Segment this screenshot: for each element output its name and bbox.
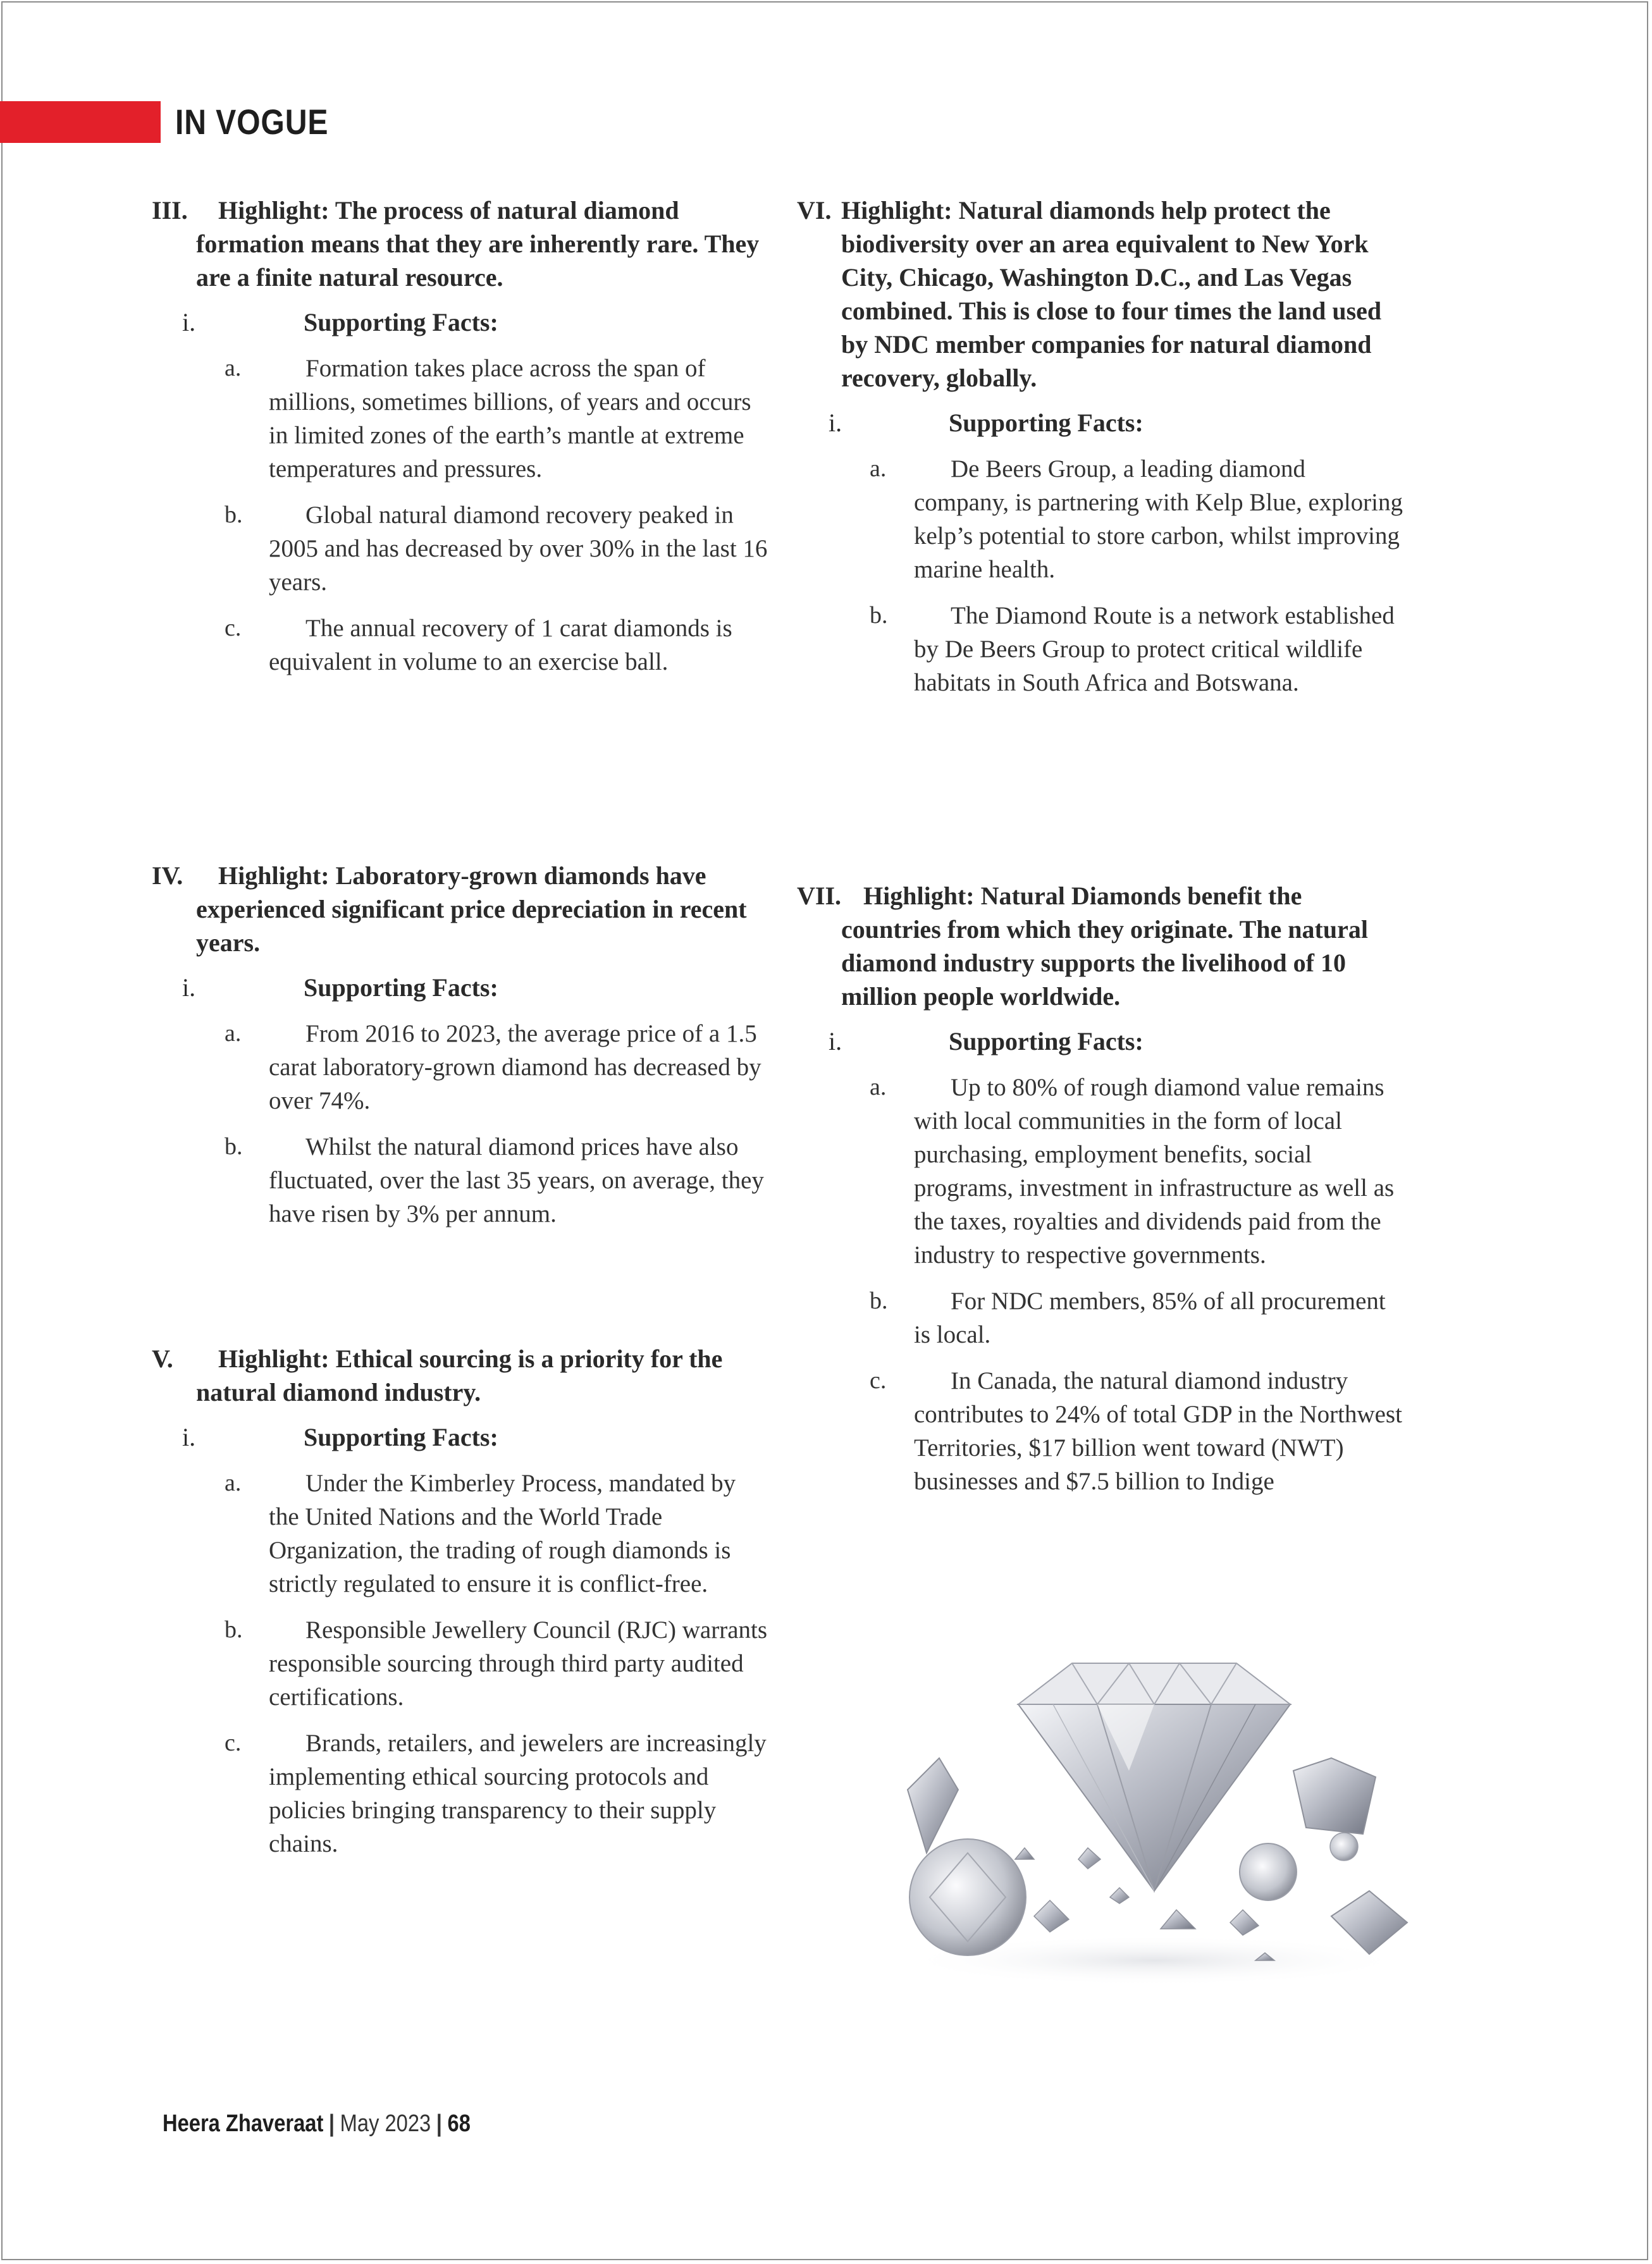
diamond-icon bbox=[1034, 1900, 1069, 1932]
facts-list bbox=[152, 352, 772, 679]
footer-separator: | bbox=[436, 2110, 442, 2137]
supporting-facts-heading: i. Supporting Facts: bbox=[182, 1423, 498, 1451]
fact-item: a. From 2016 to 2023, the average price of a 1.5 carat laboratory-grown diamond has decreased by over 74%. bbox=[225, 1020, 761, 1114]
issue-date: May 2023 bbox=[340, 2110, 431, 2137]
highlight-heading: III. Highlight: The process of natural diamond formation means that they are inherently rare. They are a finite natural resource. bbox=[152, 196, 760, 292]
highlight-block-v bbox=[152, 1342, 772, 1861]
section-title: IN VOGUE bbox=[175, 102, 329, 142]
highlight-block-vi bbox=[797, 194, 1404, 699]
supporting-facts-heading: i. Supporting Facts: bbox=[182, 308, 498, 336]
facts-list bbox=[797, 452, 1404, 699]
page-footer bbox=[163, 2109, 471, 2138]
supporting-facts-heading: i. Supporting Facts: bbox=[829, 1027, 1143, 1055]
diamond-icon bbox=[1293, 1758, 1376, 1834]
diamond-icon bbox=[1015, 1848, 1034, 1859]
highlight-heading: VI. Highlight: Natural diamonds help protect the biodiversity over an area equivalent to New York City, Chicago, Washington D.C., and Las Vegas combined. This is close to four times the land used by NDC member companies for natural diamond recovery, globally. bbox=[797, 196, 1382, 392]
diamond-icon bbox=[1110, 1888, 1129, 1904]
fact-item: c. Brands, retailers, and jewelers are increasingly implementing ethical sourcing protocols and policies bringing transparency to their supply chains. bbox=[225, 1730, 767, 1857]
facts-list bbox=[152, 1017, 772, 1231]
facts-list bbox=[797, 1071, 1404, 1498]
round-diamond-icon bbox=[1240, 1843, 1297, 1900]
fact-item: b. Global natural diamond recovery peaked in 2005 and has decreased by over 30% in the last 16 years. bbox=[225, 501, 768, 596]
highlight-heading: V. Highlight: Ethical sourcing is a priority for the natural diamond industry. bbox=[152, 1344, 723, 1406]
fact-item: c. The annual recovery of 1 carat diamonds is equivalent in volume to an exercise ball. bbox=[225, 615, 732, 675]
publication-name: Heera Zhaveraat bbox=[163, 2110, 324, 2137]
fact-item: a. Under the Kimberley Process, mandated by the United Nations and the World Trade Organization, the trading of rough diamonds is strictly regulated to ensure it is conflict-free. bbox=[225, 1470, 736, 1597]
fact-item: b. Whilst the natural diamond prices have also fluctuated, over the last 35 years, on average, they have risen by 3% per annum. bbox=[225, 1133, 764, 1227]
diamond-icon bbox=[908, 1758, 958, 1853]
highlight-block-iii bbox=[152, 194, 772, 679]
fact-item: a. De Beers Group, a leading diamond company, is partnering with Kelp Blue, exploring kelp’s potential to store carbon, whilst improving marine health. bbox=[870, 455, 1403, 583]
fact-item: a. Up to 80% of rough diamond value remains with local communities in the form of local purchasing, employment benefits, social programs, investment in infrastructure as well as the taxes, royalties and dividends paid from the industry to respective governments. bbox=[870, 1074, 1395, 1269]
diamond-icon bbox=[1230, 1910, 1259, 1935]
fact-item: b. The Diamond Route is a network established by De Beers Group to protect critical wildlife habitats in South Africa and Botswana. bbox=[870, 602, 1395, 696]
footer-separator: | bbox=[328, 2110, 335, 2137]
fact-item: c. In Canada, the natural diamond industry contributes to 24% of total GDP in the Northwest Territories, $17 billion went toward (NWT) businesses and $7.5 billion to Indige bbox=[870, 1367, 1402, 1495]
diamonds-image bbox=[889, 1644, 1420, 1986]
supporting-facts-heading: i. Supporting Facts: bbox=[829, 409, 1143, 437]
section-accent-bar bbox=[0, 101, 161, 143]
supporting-facts-heading: i. Supporting Facts: bbox=[182, 973, 498, 1002]
facts-list bbox=[152, 1467, 772, 1861]
round-diamond-icon bbox=[909, 1839, 1026, 1955]
fact-item: a. Formation takes place across the span of millions, sometimes billions, of years and occurs in limited zones of the earth’s mantle at extreme temperatures and pressures. bbox=[225, 355, 751, 483]
round-diamond-icon bbox=[1330, 1833, 1358, 1861]
highlight-block-vii bbox=[797, 879, 1404, 1498]
fact-item: b. For NDC members, 85% of all procurement is local. bbox=[870, 1288, 1386, 1348]
highlight-block-iv bbox=[152, 859, 772, 1231]
page-number: 68 bbox=[447, 2110, 471, 2137]
highlight-heading: VII. Highlight: Natural Diamonds benefit the countries from which they originate. The natural diamond industry supports the livelihood of 10 million people worldwide. bbox=[797, 882, 1368, 1011]
diamond-icon bbox=[1161, 1910, 1195, 1929]
highlight-heading: IV. Highlight: Laboratory-grown diamonds have experienced significant price depreciation in recent years. bbox=[152, 861, 747, 957]
fact-item: b. Responsible Jewellery Council (RJC) warrants responsible sourcing through third party audited certifications. bbox=[225, 1616, 768, 1711]
diamond-icon bbox=[1078, 1848, 1100, 1869]
